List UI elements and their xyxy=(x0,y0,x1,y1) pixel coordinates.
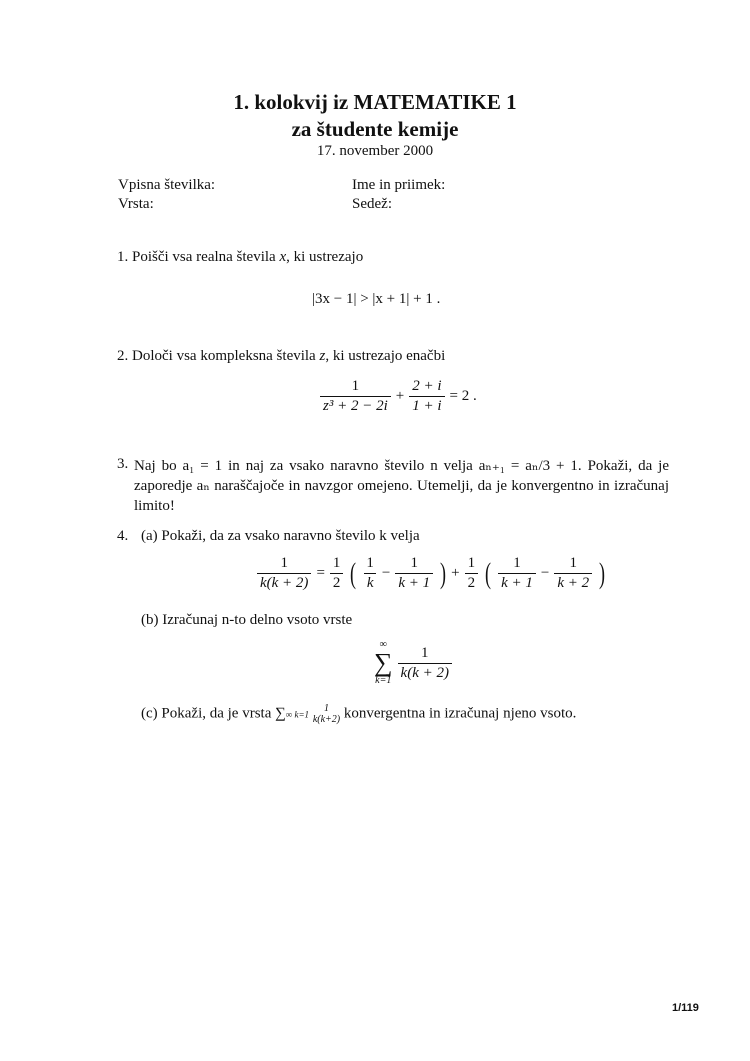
numerator: 1 xyxy=(421,644,429,661)
numerator: 1 xyxy=(569,555,578,571)
question-number: 1. xyxy=(117,249,129,265)
formula-q4b xyxy=(374,640,454,686)
question-3-number: 3. xyxy=(117,456,129,472)
exam-subtitle: za študente kemije xyxy=(291,117,459,141)
denominator: k + 1 xyxy=(498,573,536,592)
page-number: 1/119 xyxy=(672,1002,699,1014)
field-row: Vrsta: xyxy=(118,196,154,212)
sum-upper: ∞ xyxy=(379,639,387,650)
question-number: 2. xyxy=(117,348,129,364)
denominator: k + 2 xyxy=(554,573,592,592)
field-seat: Sedež: xyxy=(352,196,392,212)
exam-date: 17. november 2000 xyxy=(316,143,434,159)
sum-symbol: ∑ xyxy=(275,705,286,722)
field-name: Ime in priimek: xyxy=(352,177,446,193)
exam-title: 1. kolokvij iz MATEMATIKE 1 xyxy=(233,90,517,114)
question-4b xyxy=(141,612,352,629)
field-student-id: Vpisna številka: xyxy=(118,177,216,193)
question-text: konvergentna in izračunaj njeno vsoto. xyxy=(340,705,577,722)
operator: + xyxy=(395,388,405,404)
operator: − xyxy=(381,565,391,581)
denominator: k(k + 2) xyxy=(398,663,452,682)
sum-lower: k=1 xyxy=(375,675,392,686)
denominator: 1 + i xyxy=(409,396,444,415)
variable: x xyxy=(279,249,287,265)
question-4-number: 4. xyxy=(117,528,129,544)
denominator: k + 1 xyxy=(395,573,433,592)
numerator: 1 xyxy=(351,378,360,394)
operator: + xyxy=(451,565,460,581)
numerator: 1 xyxy=(513,555,521,571)
question-text: Poišči vsa realna števila xyxy=(132,249,280,265)
question-3-text: Naj bo a₁ = 1 in naj za vsako naravno število n velja aₙ₊₁ = aₙ/3 + 1. Pokaži, da je zaporedje aₙ naraščajoče in navzgor omejeno. Utemelji, da je konvergentno in izračunaj limito! xyxy=(134,458,669,514)
numerator: 2 + i xyxy=(412,378,442,394)
operator: − xyxy=(540,565,550,581)
summation xyxy=(374,640,393,686)
numerator: 1 xyxy=(467,555,476,571)
denominator: k xyxy=(364,573,377,592)
numerator: 1 xyxy=(280,555,288,571)
question-4a xyxy=(141,528,420,545)
question-text: Določi vsa kompleksna števila xyxy=(132,348,320,364)
formula-q2 xyxy=(318,378,477,415)
question-text: Pokaži, da za vsako naravno število k velja xyxy=(161,528,420,544)
question-4c xyxy=(141,703,576,725)
denominator: k(k + 2) xyxy=(257,573,311,592)
formula-q1: |3x − 1| > |x + 1| + 1 . xyxy=(312,291,441,307)
variable: z xyxy=(319,348,326,364)
operator: = xyxy=(316,565,325,581)
question-text: Izračunaj n-to delno vsoto vrste xyxy=(162,612,353,628)
question-1 xyxy=(117,249,363,266)
rhs: = 2 . xyxy=(449,388,477,404)
question-text: , ki ustrezajo xyxy=(286,249,364,265)
numerator: 1 xyxy=(323,703,329,714)
sum-limits: ∞ k=1 xyxy=(285,709,310,720)
formula-q4a: $\frac{1}{k(k + 2)}$ = $\frac{1}{2}$ ( $\frac{1}{k}$ − $\frac{1}{k + 1}$ ) + $\frac{1}{2}$ ( $\frac{1}{k + 1}$ − $\frac{1}{k + 2}$ ) xyxy=(255,555,607,592)
part-label: (c) xyxy=(141,705,158,722)
part-label: (b) xyxy=(141,612,159,628)
numerator: 1 xyxy=(332,555,341,571)
numerator: 1 xyxy=(410,555,419,571)
question-text: Pokaži, da je vrsta xyxy=(161,705,276,722)
part-label: (a) xyxy=(141,528,158,544)
denominator: k(k+2) xyxy=(312,714,341,725)
question-text: , ki ustrezajo enačbi xyxy=(325,348,446,364)
denominator: z³ + 2 − 2i xyxy=(320,396,391,415)
denominator: 2 xyxy=(330,573,344,592)
denominator: 2 xyxy=(465,573,479,592)
sum-symbol: ∑ xyxy=(374,648,393,677)
numerator: 1 xyxy=(366,555,374,571)
question-2 xyxy=(117,348,445,365)
